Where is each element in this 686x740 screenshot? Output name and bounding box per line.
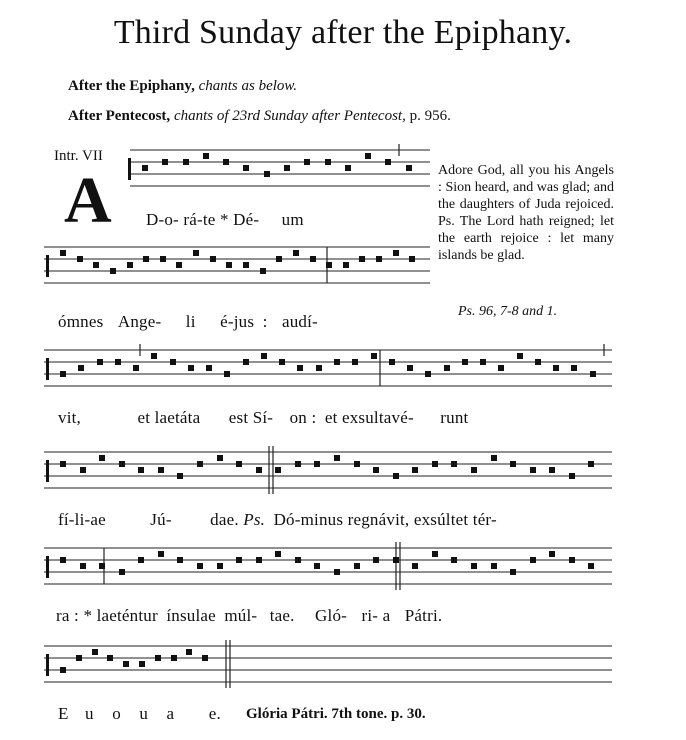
neume <box>188 365 194 371</box>
neume <box>354 461 360 467</box>
syllable: ómnes <box>58 312 104 331</box>
neume <box>202 655 208 661</box>
neume <box>334 569 340 575</box>
neume <box>425 371 431 377</box>
neume <box>389 359 395 365</box>
neume <box>373 557 379 563</box>
syllable: u <box>139 704 149 723</box>
neume <box>371 353 377 359</box>
neume <box>60 667 66 673</box>
clef <box>46 654 49 676</box>
neume <box>316 365 322 371</box>
neume <box>412 467 418 473</box>
neume <box>275 467 281 473</box>
psalm-citation: Ps. 96, 7-8 and 1. <box>458 304 558 319</box>
syllable: u <box>85 704 94 723</box>
clef <box>46 460 49 482</box>
neume <box>549 467 555 473</box>
neume <box>352 359 358 365</box>
psalm-marker: Ps. <box>243 510 266 529</box>
neume <box>588 461 594 467</box>
syllable: vit, <box>58 408 81 427</box>
syllable: Dó-minus <box>273 510 344 529</box>
neume <box>171 655 177 661</box>
neume <box>226 262 232 268</box>
neume <box>60 557 66 563</box>
neume <box>409 256 415 262</box>
syllable: a <box>166 704 175 723</box>
neume <box>99 563 105 569</box>
neume <box>295 557 301 563</box>
neume <box>343 262 349 268</box>
neume <box>444 365 450 371</box>
syllable: et exsultavé- <box>324 408 414 427</box>
neume <box>293 250 299 256</box>
neume <box>553 365 559 371</box>
neume <box>99 455 105 461</box>
neume <box>176 262 182 268</box>
neume <box>510 569 516 575</box>
neume <box>276 256 282 262</box>
clef <box>128 158 131 180</box>
syllable: dae. <box>210 510 239 529</box>
neume <box>115 359 121 365</box>
neume <box>393 473 399 479</box>
neume <box>412 563 418 569</box>
neume <box>314 461 320 467</box>
syllable: audí- <box>281 312 318 331</box>
neume <box>223 159 229 165</box>
neume <box>471 563 477 569</box>
rubric-pentecost-label: After Pentecost, <box>68 108 171 124</box>
neume <box>210 256 216 262</box>
syllable: regnávit, <box>347 510 410 529</box>
syllable: e. <box>208 704 221 723</box>
neume <box>359 256 365 262</box>
neume <box>462 359 468 365</box>
neume <box>260 268 266 274</box>
asterisk: * <box>219 210 229 229</box>
neume <box>80 563 86 569</box>
syllable: ri- a <box>361 606 391 625</box>
neume <box>530 467 536 473</box>
syllable: um <box>281 210 304 229</box>
syllable: laeténtur <box>96 606 158 625</box>
neume <box>60 250 66 256</box>
syllable: tae. <box>269 606 295 625</box>
page-title: Third Sunday after the Epiphany. <box>113 14 573 51</box>
neume <box>158 551 164 557</box>
syllable: ínsulae <box>166 606 216 625</box>
neume <box>139 661 145 667</box>
syllable: Gló- <box>315 606 348 625</box>
neume <box>480 359 486 365</box>
neume <box>590 371 596 377</box>
neume <box>138 557 144 563</box>
clef <box>46 556 49 578</box>
neume <box>206 365 212 371</box>
neume <box>119 461 125 467</box>
neume <box>256 467 262 473</box>
gloria-reference: Glória Pátri. 7th tone. p. 30. <box>246 706 426 722</box>
syllable: exsúltet <box>413 510 469 529</box>
syllable: Ange- <box>117 312 162 331</box>
asterisk: * <box>83 606 93 625</box>
neume <box>197 563 203 569</box>
lyric-line-2 <box>58 312 318 332</box>
neume <box>406 165 412 171</box>
syllable: E <box>58 704 69 723</box>
neume <box>142 165 148 171</box>
neume <box>432 461 438 467</box>
syllable: et laetáta <box>137 408 201 427</box>
neume <box>471 467 477 473</box>
neume <box>385 159 391 165</box>
neume <box>451 461 457 467</box>
neume <box>151 353 157 359</box>
neume <box>376 256 382 262</box>
clef <box>46 358 49 380</box>
neume <box>186 649 192 655</box>
neume <box>569 557 575 563</box>
neume <box>110 268 116 274</box>
lyric-line-3 <box>58 408 468 428</box>
neume <box>243 359 249 365</box>
lyric-line-4 <box>58 510 497 530</box>
neume <box>334 359 340 365</box>
lyric-line-5 <box>56 606 442 626</box>
neume <box>123 661 129 667</box>
neume <box>326 262 332 268</box>
syllable: li <box>185 312 196 331</box>
syllable: múl- <box>224 606 258 625</box>
neume <box>275 551 281 557</box>
syllable: fí-li-ae <box>58 510 106 529</box>
drop-initial: A <box>64 164 112 237</box>
neume <box>138 467 144 473</box>
neume <box>304 159 310 165</box>
neume <box>491 563 497 569</box>
syllable: Dé- <box>233 210 260 229</box>
neume <box>236 557 242 563</box>
neume <box>80 467 86 473</box>
neume <box>530 557 536 563</box>
neume <box>76 655 82 661</box>
neume <box>588 563 594 569</box>
neume <box>491 455 497 461</box>
rubric-pentecost-text: chants of 23rd Sunday after Pentecost, <box>173 108 406 124</box>
english-translation: Adore God, all you his Angels : Sion heard, and was glad; and the daughters of Juda rejoiced. Ps. The Lord hath reigned; let the earth rejoice : let many islands be glad. <box>438 163 614 263</box>
neume <box>325 159 331 165</box>
neume <box>203 153 209 159</box>
neume <box>284 165 290 171</box>
neume <box>310 256 316 262</box>
neume <box>354 563 360 569</box>
neume <box>158 467 164 473</box>
syllable: on : <box>289 408 317 427</box>
neume <box>264 171 270 177</box>
rubric-epiphany-text: chants as below. <box>198 78 298 94</box>
neume <box>243 262 249 268</box>
neume <box>77 256 83 262</box>
neume <box>97 359 103 365</box>
neume <box>569 473 575 479</box>
neume <box>256 557 262 563</box>
rubric-pentecost-page: p. 956. <box>409 108 451 124</box>
neume <box>517 353 523 359</box>
neume <box>224 371 230 377</box>
neume <box>451 557 457 563</box>
neume <box>261 353 267 359</box>
neume <box>334 455 340 461</box>
neume <box>143 256 149 262</box>
neume <box>365 153 371 159</box>
neume <box>393 557 399 563</box>
neume <box>162 159 168 165</box>
clef <box>46 255 49 277</box>
syllable: runt <box>440 408 469 427</box>
rubric-epiphany-label: After the Epiphany, <box>68 78 195 94</box>
neume <box>279 359 285 365</box>
neume <box>60 461 66 467</box>
neume <box>373 467 379 473</box>
neume <box>217 455 223 461</box>
neume <box>127 262 133 268</box>
neume <box>345 165 351 171</box>
neume <box>92 649 98 655</box>
neume <box>177 557 183 563</box>
syllable: é-jus : <box>220 312 268 331</box>
neume <box>571 365 577 371</box>
lyric-line-6 <box>58 704 221 724</box>
neume <box>535 359 541 365</box>
neume <box>549 551 555 557</box>
neume <box>107 655 113 661</box>
neume <box>217 563 223 569</box>
neume <box>183 159 189 165</box>
neume <box>133 365 139 371</box>
neume <box>295 461 301 467</box>
neume <box>93 262 99 268</box>
neume <box>177 473 183 479</box>
neume <box>314 563 320 569</box>
syllable: tér- <box>472 510 497 529</box>
neume <box>498 365 504 371</box>
neume <box>78 365 84 371</box>
neume <box>297 365 303 371</box>
syllable: est Sí- <box>228 408 274 427</box>
neume <box>160 256 166 262</box>
neume <box>236 461 242 467</box>
neume <box>197 461 203 467</box>
neume <box>119 569 125 575</box>
neume <box>60 371 66 377</box>
syllable: o <box>112 704 121 723</box>
neume <box>510 461 516 467</box>
syllable: ra : <box>56 606 79 625</box>
neume <box>243 165 249 171</box>
syllable: Pátri. <box>404 606 443 625</box>
neume <box>393 250 399 256</box>
neume <box>407 365 413 371</box>
neume <box>193 250 199 256</box>
neume <box>155 655 161 661</box>
syllable: D-o- rá-te <box>146 210 216 229</box>
lyric-line-1 <box>146 210 304 230</box>
mode-label: Intr. VII <box>54 148 103 164</box>
neume <box>170 359 176 365</box>
syllable: Jú- <box>150 510 172 529</box>
neume <box>432 551 438 557</box>
